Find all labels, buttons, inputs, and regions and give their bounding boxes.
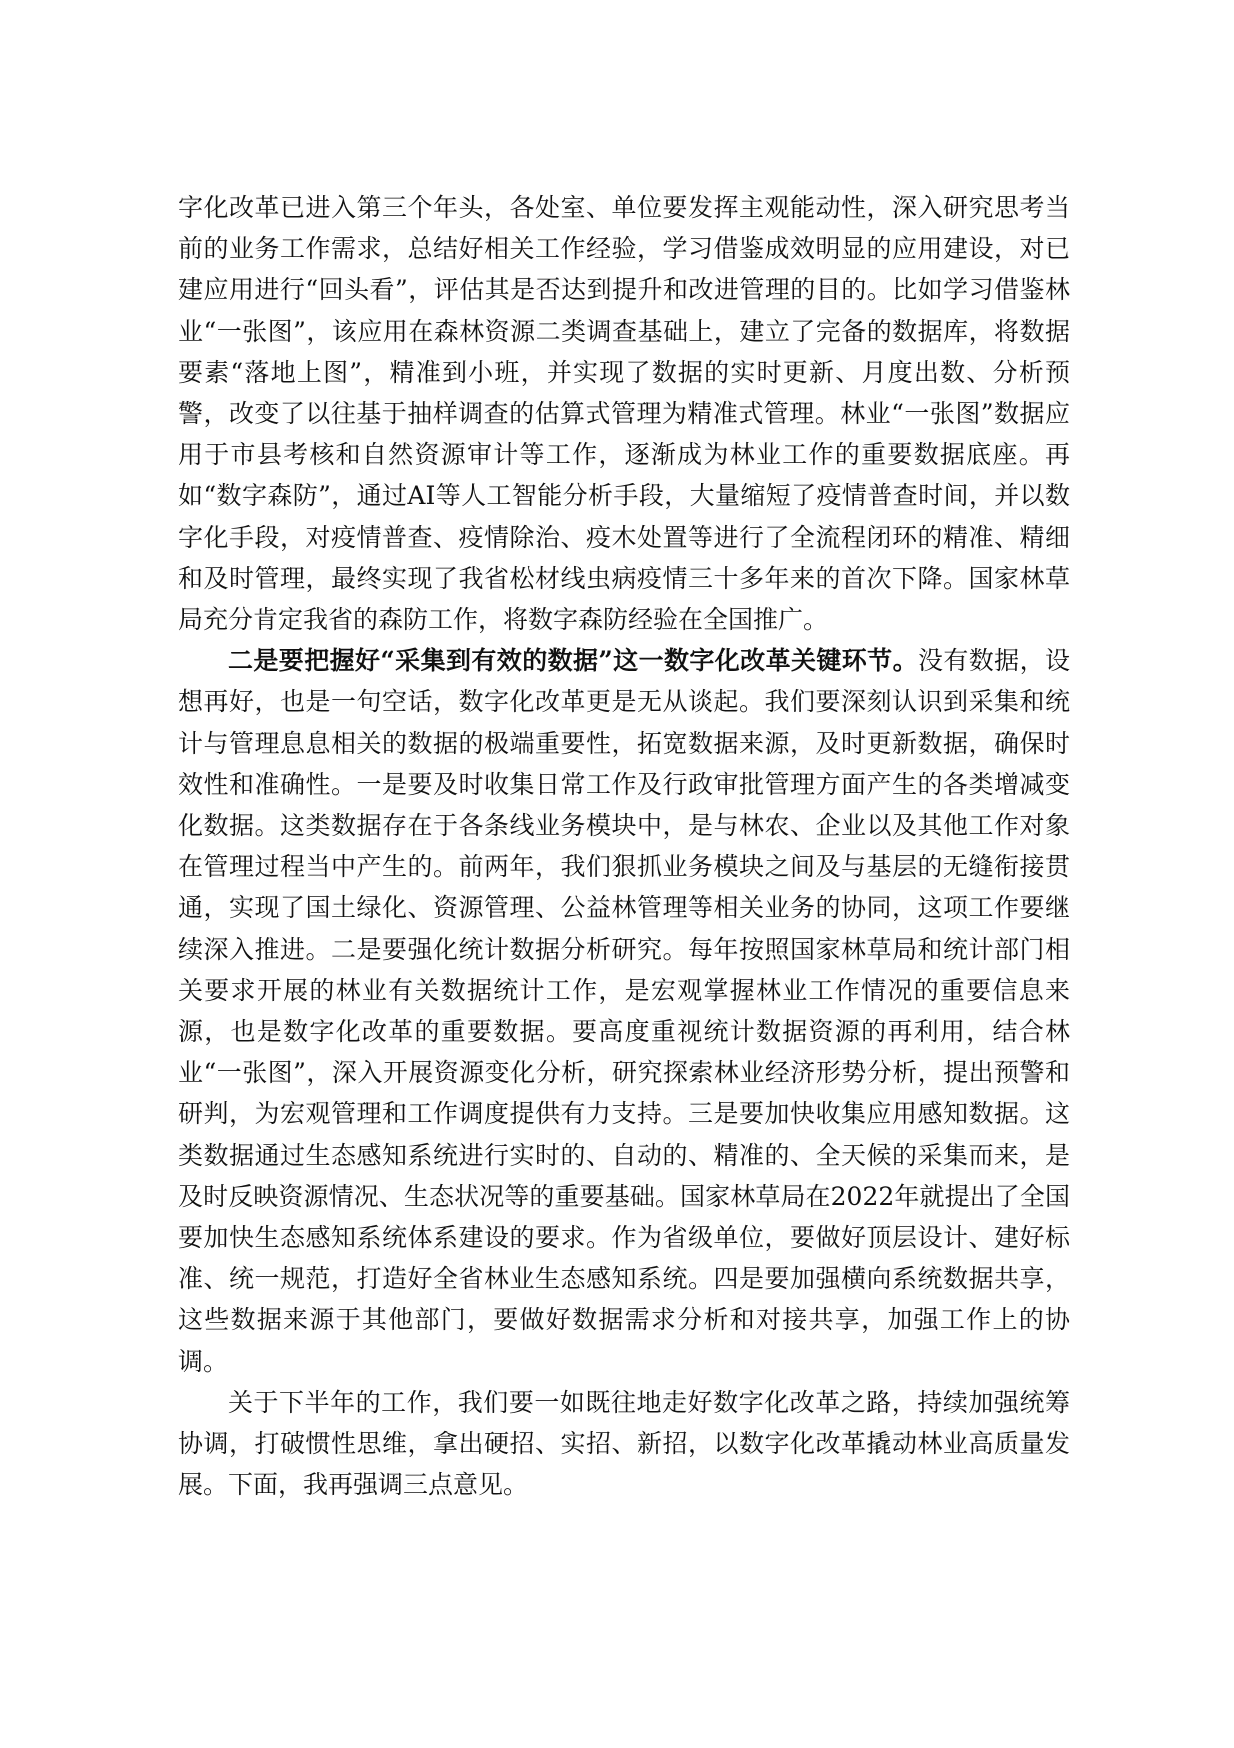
- paragraph-heading: 二是要把握好“采集到有效的数据”这一数字化改革关键环节。: [228, 646, 918, 676]
- paragraph-data-collection: [178, 640, 1070, 1382]
- paragraph-text: 没有数据，设想再好，也是一句空话，数字化改革更是无从谈起。我们要深刻认识到采集和统计与管理息息相关的数据的极端重要性，拓宽数据来源，及时更新数据，确保时效性和准确性。一是要及时收集日常工作及行政审批管理方面产生的各类增减变化数据。这类数据存在于各条线业务模块中，是与林农、企业以及其他工作对象在管理过程当中产生的。前两年，我们狠抓业务模块之间及与基层的无缝衔接贯通，实现了国土绿化、资源管理、公益林管理等相关业务的协同，这项工作要继续深入推进。二是要强化统计数据分析研究。每年按照国家林草局和统计部门相关要求开展的林业有关数据统计工作，是宏观掌握林业工作情况的重要信息来源，也是数字化改革的重要数据。要高度重视统计数据资源的再利用，结合林业“一张图”，深入开展资源变化分析，研究探索林业经济形势分析，提出预警和研判，为宏观管理和工作调度提供有力支持。三是要加快收集应用感知数据。这类数据通过生态感知系统进行实时的、自动的、精准的、全天候的采集而来，是及时反映资源情况、生态状况等的重要基础。国家林草局在2022年就提出了全国要加快生态感知系统体系建设的要求。作为省级单位，要做好顶层设计、建好标准、统一规范，打造好全省林业生态感知系统。四是要加强横向系统数据共享，这些数据来源于其他部门，要做好数据需求分析和对接共享，加强工作上的协调。: [178, 646, 1070, 1376]
- paragraph-text: 字化改革已进入第三个年头，各处室、单位要发挥主观能动性，深入研究思考当前的业务工作需求，总结好相关工作经验，学习借鉴成效明显的应用建设，对已建应用进行“回头看”，评估其是否达到提升和改进管理的目的。比如学习借鉴林业“一张图”，该应用在森林资源二类调查基础上，建立了完备的数据库，将数据要素“落地上图”，精准到小班，并实现了数据的实时更新、月度出数、分析预警，改变了以往基于抽样调查的估算式管理为精准式管理。林业“一张图”数据应用于市县考核和自然资源审计等工作，逐渐成为林业工作的重要数据底座。再如“数字森防”，通过AI等人工智能分析手段，大量缩短了疫情普查时间，并以数字化手段，对疫情普查、疫情除治、疫木处置等进行了全流程闭环的精准、精细和及时管理，最终实现了我省松材线虫病疫情三十多年来的首次下降。国家林草局充分肯定我省的森防工作，将数字森防经验在全国推广。: [178, 193, 1070, 635]
- paragraph-second-half-work: [178, 1382, 1070, 1506]
- body-text: [178, 187, 1070, 1506]
- paragraph-text: 关于下半年的工作，我们要一如既往地走好数字化改革之路，持续加强统筹协调，打破惯性思维，拿出硬招、实招、新招，以数字化改革撬动林业高质量发展。下面，我再强调三点意见。: [178, 1387, 1070, 1500]
- paragraph-continuation: [178, 187, 1070, 640]
